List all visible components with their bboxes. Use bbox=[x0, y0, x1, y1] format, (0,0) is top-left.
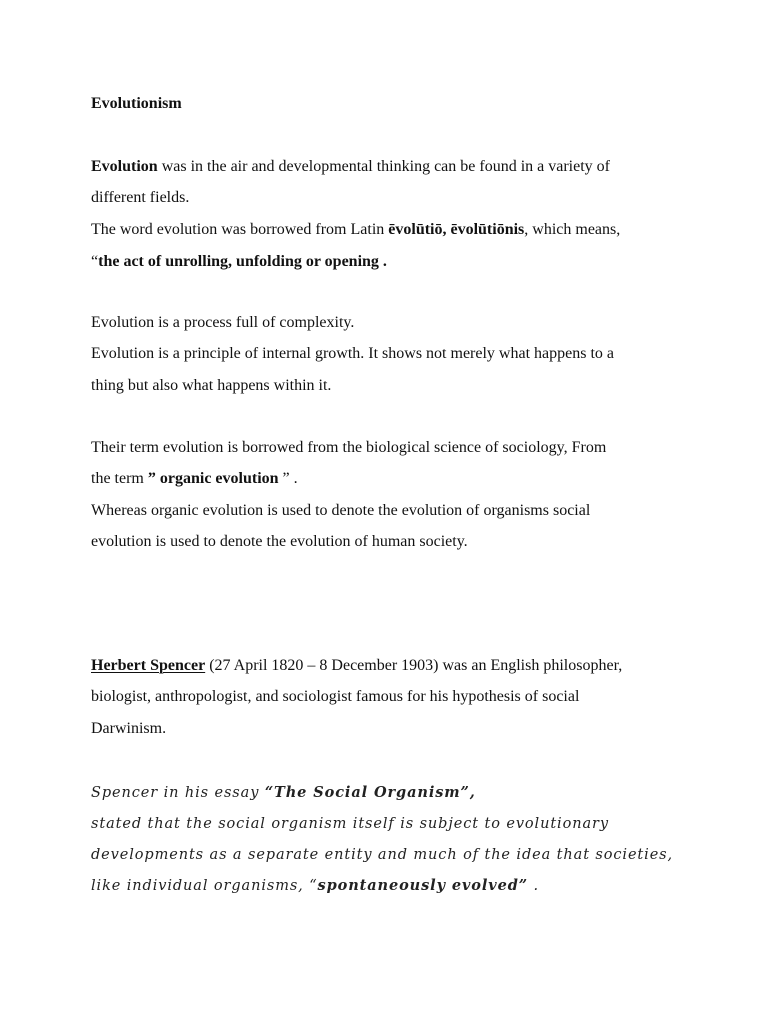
paragraph-line bbox=[91, 469, 298, 489]
bold-term: ēvolūtiō, ēvolūtiōnis bbox=[388, 221, 525, 238]
paragraph-line bbox=[91, 656, 622, 676]
bold-term: Evolution bbox=[91, 158, 158, 175]
text-run: (27 April 1820 – 8 December 1903) was an English philosopher, bbox=[205, 657, 623, 674]
paragraph-line: Whereas organic evolution is used to denote the evolution of organisms social bbox=[91, 502, 591, 519]
paragraph-line: thing but also what happens within it. bbox=[91, 377, 332, 394]
quote-line bbox=[91, 876, 539, 896]
text-run: the term bbox=[91, 470, 148, 487]
text-run: “ bbox=[91, 253, 99, 270]
paragraph-line bbox=[91, 220, 620, 240]
paragraph-line: Evolution is a process full of complexity. bbox=[91, 314, 355, 331]
document-title: Evolutionism bbox=[91, 95, 182, 112]
quote-line: stated that the social organism itself is subject to evolutionary bbox=[91, 816, 609, 832]
paragraph-line: Darwinism. bbox=[91, 720, 167, 737]
bold-term: spontaneously evolved” bbox=[317, 877, 529, 894]
paragraph-line: different fields. bbox=[91, 189, 190, 206]
paragraph-line: biologist, anthropologist, and sociologist famous for his hypothesis of social bbox=[91, 688, 580, 705]
paragraph-line bbox=[91, 252, 387, 272]
text-run: like individual organisms, “ bbox=[91, 878, 318, 894]
paragraph-line bbox=[91, 157, 610, 177]
text-run: Spencer in his essay bbox=[91, 785, 265, 801]
quote-line bbox=[91, 783, 476, 803]
bold-term: the act of unrolling, unfolding or opening . bbox=[98, 253, 387, 270]
paragraph-line: Their term evolution is borrowed from the biological science of sociology, From bbox=[91, 439, 607, 456]
paragraph-line: Evolution is a principle of internal growth. It shows not merely what happens to a bbox=[91, 345, 614, 362]
text-run: , which means, bbox=[524, 221, 621, 238]
text-run: was in the air and developmental thinking can be found in a variety of bbox=[157, 158, 610, 175]
bold-term: ” organic evolution bbox=[147, 470, 279, 487]
quote-line: developments as a separate entity and much of the idea that societies, bbox=[91, 847, 674, 863]
text-run: ” . bbox=[278, 470, 298, 487]
person-name: Herbert Spencer bbox=[91, 657, 206, 674]
text-run: The word evolution was borrowed from Latin bbox=[91, 221, 389, 238]
text-run: . bbox=[528, 878, 540, 894]
paragraph-line: evolution is used to denote the evolution of human society. bbox=[91, 533, 468, 550]
essay-title: “The Social Organism”, bbox=[264, 784, 476, 801]
